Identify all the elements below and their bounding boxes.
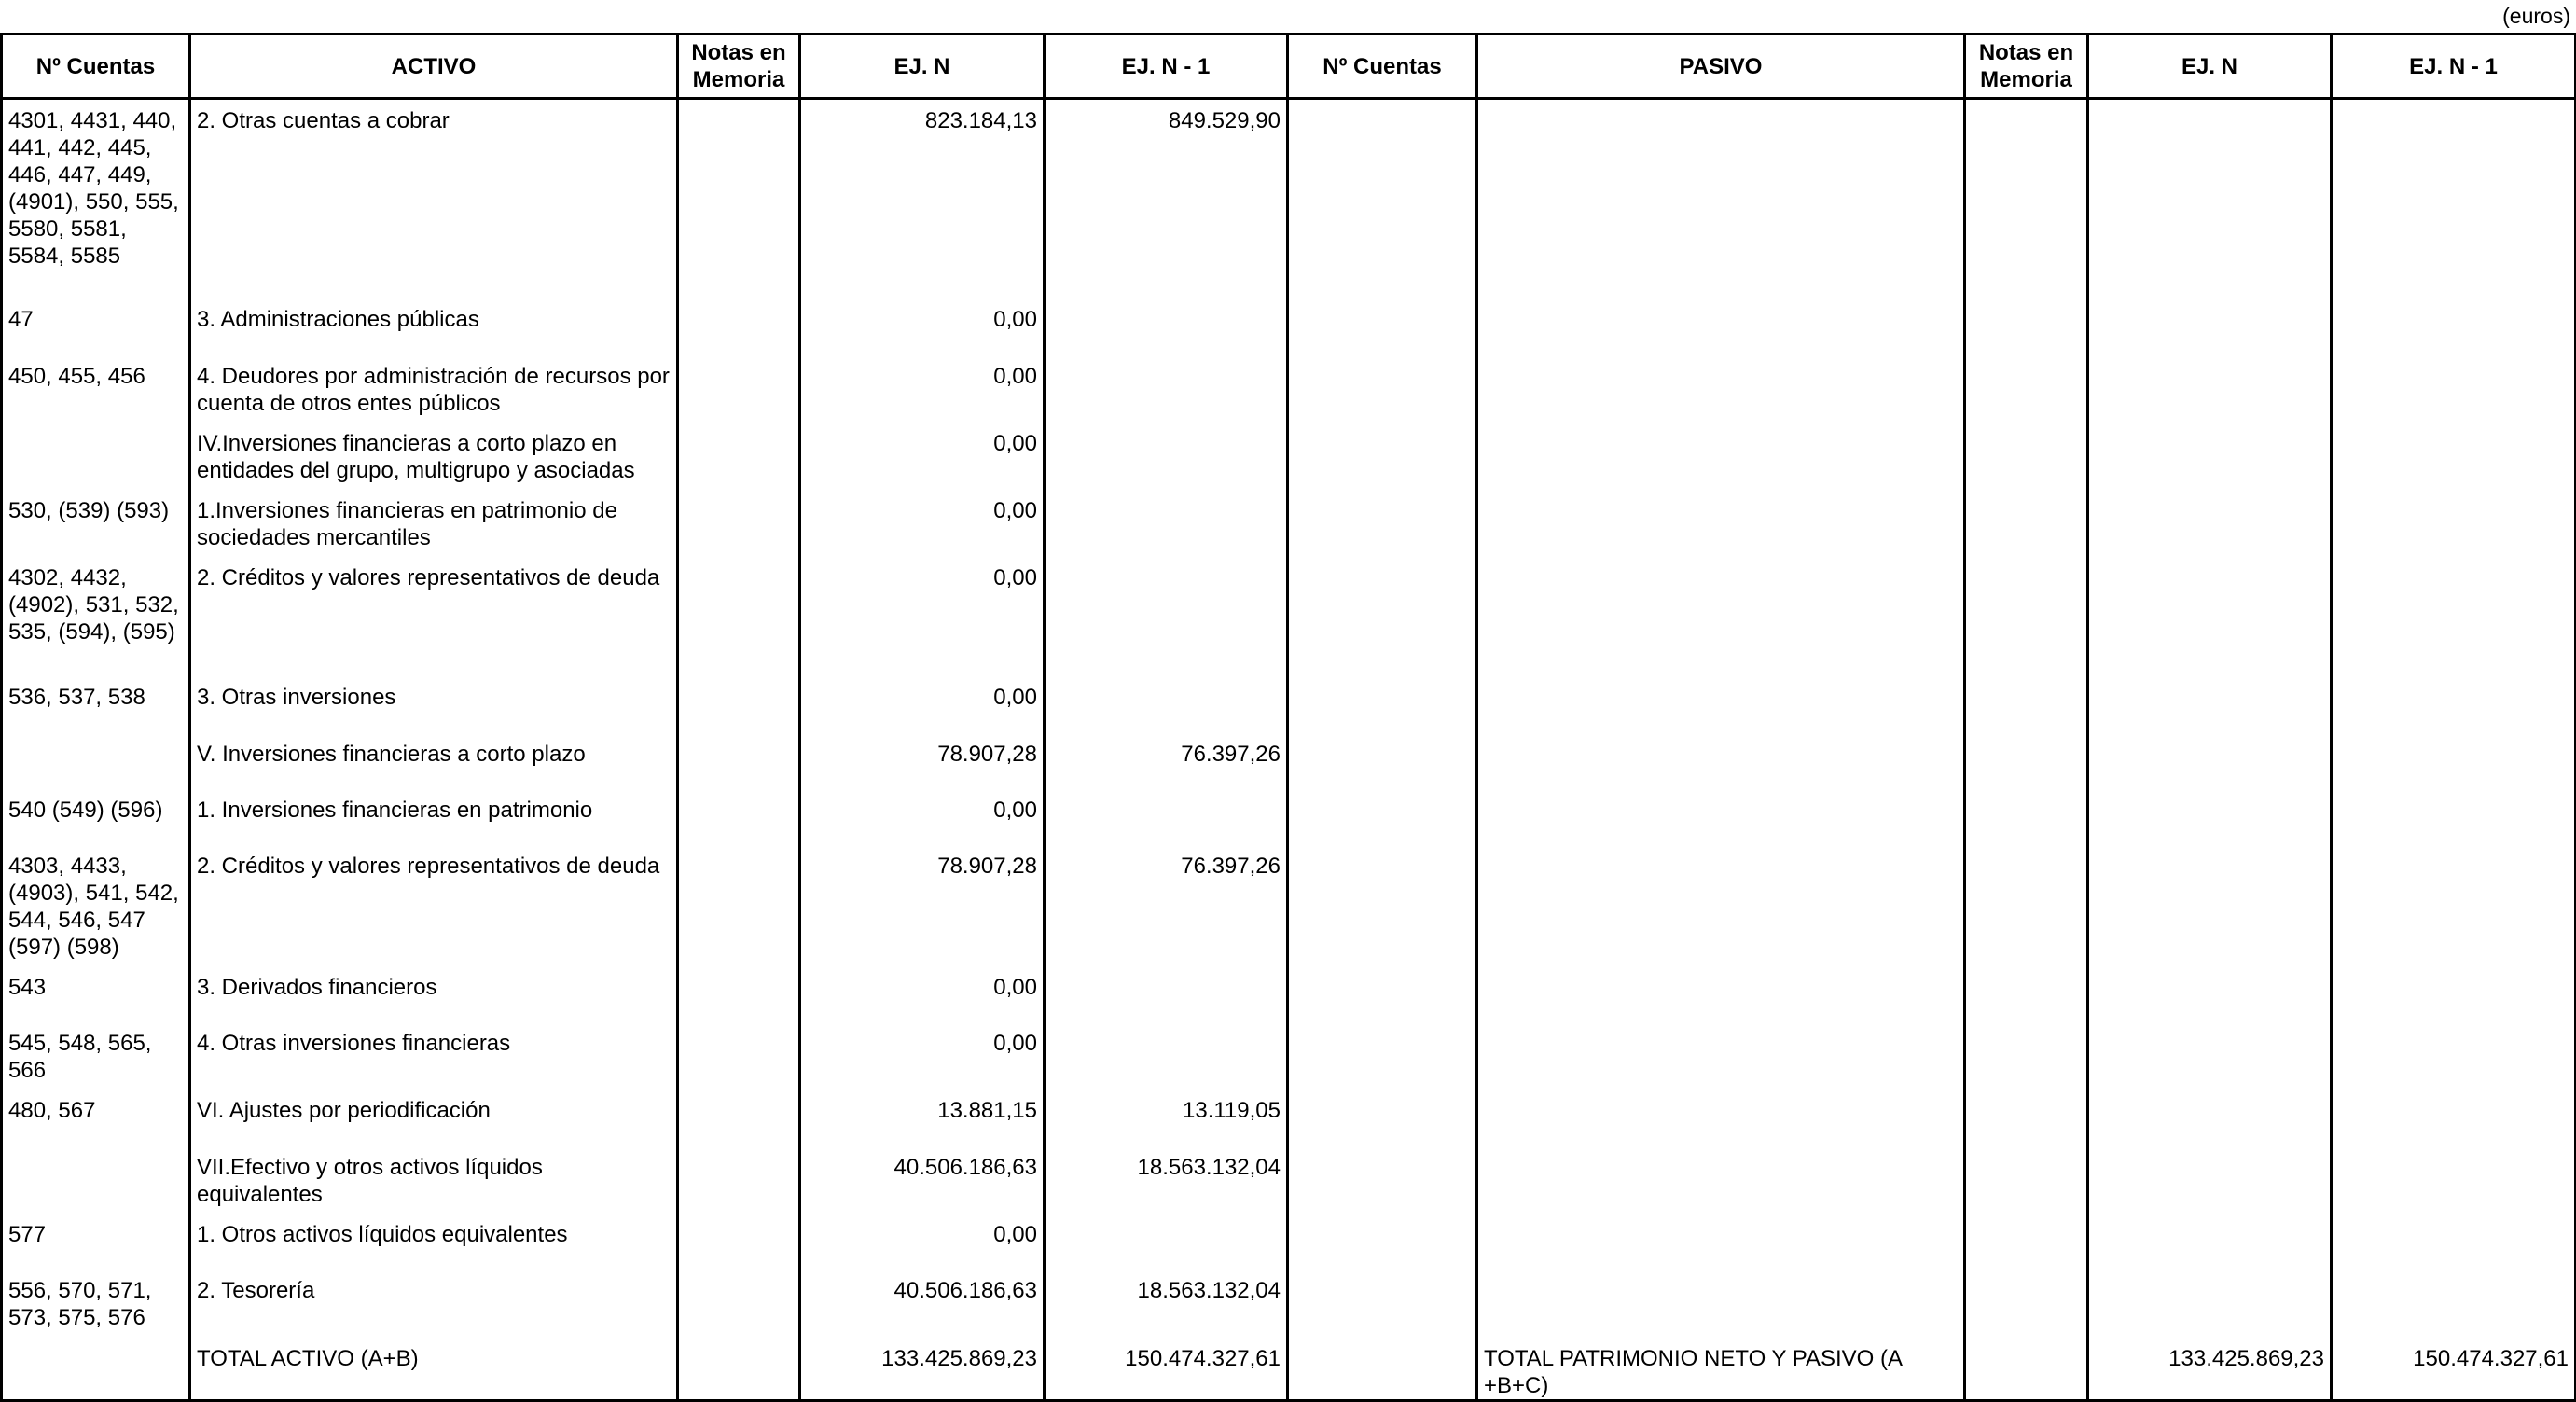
cell-p-ej-n — [2088, 845, 2332, 966]
cell-activo: V. Inversiones financieras a corto plazo — [190, 733, 678, 789]
cell-pasivo: TOTAL PATRIMONIO NETO Y PASIVO (A +B+C) — [1477, 1338, 1965, 1401]
cell-pasivo — [1477, 1270, 1965, 1338]
table-row — [2, 298, 2576, 355]
cell-p-cuentas — [1288, 355, 1477, 423]
cell-p-notas — [1965, 423, 2088, 490]
cell-p-notas — [1965, 1022, 2088, 1090]
cell-ej-n: 0,00 — [800, 490, 1045, 557]
cell-cuentas: 4301, 4431, 440, 441, 442, 445, 446, 447, 449, (4901), 550, 555, 5580, 5581, 5584, 5585 — [2, 99, 190, 298]
cell-p-ej-n1 — [2332, 845, 2576, 966]
header-cuentas: Nº Cuentas — [2, 35, 190, 99]
cell-p-notas — [1965, 557, 2088, 676]
header-ej-n1: EJ. N - 1 — [1045, 35, 1288, 99]
cell-cuentas: 536, 537, 538 — [2, 676, 190, 733]
cell-p-cuentas — [1288, 423, 1477, 490]
cell-p-ej-n — [2088, 1146, 2332, 1214]
cell-ej-n1 — [1045, 490, 1288, 557]
cell-cuentas — [2, 423, 190, 490]
table-row — [2, 1090, 2576, 1146]
cell-ej-n1: 18.563.132,04 — [1045, 1270, 1288, 1338]
cell-notas — [678, 490, 800, 557]
cell-p-ej-n — [2088, 1022, 2332, 1090]
table-row — [2, 733, 2576, 789]
cell-cuentas: 450, 455, 456 — [2, 355, 190, 423]
cell-pasivo — [1477, 676, 1965, 733]
cell-notas — [678, 355, 800, 423]
cell-ej-n1 — [1045, 1022, 1288, 1090]
cell-ej-n: 0,00 — [800, 298, 1045, 355]
cell-activo: 1. Inversiones financieras en patrimonio — [190, 789, 678, 845]
cell-p-cuentas — [1288, 966, 1477, 1022]
cell-notas — [678, 733, 800, 789]
cell-p-notas — [1965, 355, 2088, 423]
cell-p-notas — [1965, 1338, 2088, 1401]
cell-p-cuentas — [1288, 1146, 1477, 1214]
cell-pasivo — [1477, 557, 1965, 676]
cell-activo: 1. Otros activos líquidos equivalentes — [190, 1214, 678, 1270]
cell-p-notas — [1965, 966, 2088, 1022]
cell-notas — [678, 1270, 800, 1338]
table-row — [2, 966, 2576, 1022]
cell-p-ej-n1 — [2332, 298, 2576, 355]
header-p-ej-n: EJ. N — [2088, 35, 2332, 99]
cell-ej-n1: 849.529,90 — [1045, 99, 1288, 298]
cell-cuentas: 540 (549) (596) — [2, 789, 190, 845]
cell-ej-n: 0,00 — [800, 789, 1045, 845]
cell-ej-n1 — [1045, 966, 1288, 1022]
cell-activo: VI. Ajustes por periodificación — [190, 1090, 678, 1146]
header-row — [2, 35, 2576, 99]
cell-cuentas: 480, 567 — [2, 1090, 190, 1146]
header-activo: ACTIVO — [190, 35, 678, 99]
cell-p-ej-n1: 150.474.327,61 — [2332, 1338, 2576, 1401]
cell-cuentas: 577 — [2, 1214, 190, 1270]
table-row — [2, 557, 2576, 676]
cell-p-cuentas — [1288, 845, 1477, 966]
cell-p-ej-n1 — [2332, 789, 2576, 845]
cell-p-cuentas — [1288, 557, 1477, 676]
cell-p-ej-n — [2088, 1214, 2332, 1270]
cell-ej-n: 78.907,28 — [800, 733, 1045, 789]
cell-ej-n: 0,00 — [800, 1214, 1045, 1270]
cell-p-cuentas — [1288, 1022, 1477, 1090]
cell-p-ej-n — [2088, 1270, 2332, 1338]
cell-notas — [678, 1022, 800, 1090]
cell-ej-n: 40.506.186,63 — [800, 1270, 1045, 1338]
cell-p-cuentas — [1288, 1338, 1477, 1401]
cell-ej-n: 0,00 — [800, 966, 1045, 1022]
cell-pasivo — [1477, 1146, 1965, 1214]
cell-cuentas: 543 — [2, 966, 190, 1022]
cell-p-ej-n — [2088, 557, 2332, 676]
cell-pasivo — [1477, 1022, 1965, 1090]
header-notas: Notas en Memoria — [678, 35, 800, 99]
cell-notas — [678, 423, 800, 490]
cell-ej-n1 — [1045, 355, 1288, 423]
cell-notas — [678, 1146, 800, 1214]
table-row — [2, 1214, 2576, 1270]
cell-p-notas — [1965, 676, 2088, 733]
cell-ej-n1 — [1045, 298, 1288, 355]
cell-activo: 4. Otras inversiones financieras — [190, 1022, 678, 1090]
cell-p-cuentas — [1288, 1214, 1477, 1270]
cell-p-ej-n — [2088, 1090, 2332, 1146]
cell-p-cuentas — [1288, 1090, 1477, 1146]
cell-notas — [678, 676, 800, 733]
cell-p-notas — [1965, 733, 2088, 789]
table-row — [2, 355, 2576, 423]
cell-notas — [678, 1338, 800, 1401]
cell-pasivo — [1477, 298, 1965, 355]
cell-pasivo — [1477, 733, 1965, 789]
cell-p-cuentas — [1288, 99, 1477, 298]
cell-cuentas: 545, 548, 565, 566 — [2, 1022, 190, 1090]
cell-activo: 2. Créditos y valores representativos de deuda — [190, 557, 678, 676]
cell-p-ej-n1 — [2332, 355, 2576, 423]
cell-p-ej-n1 — [2332, 1146, 2576, 1214]
cell-pasivo — [1477, 966, 1965, 1022]
units-label: (euros) — [2502, 4, 2570, 28]
cell-p-ej-n1 — [2332, 1214, 2576, 1270]
table-row — [2, 676, 2576, 733]
cell-activo: 3. Administraciones públicas — [190, 298, 678, 355]
cell-ej-n: 0,00 — [800, 1022, 1045, 1090]
cell-pasivo — [1477, 423, 1965, 490]
header-pasivo: PASIVO — [1477, 35, 1965, 99]
table-row — [2, 1338, 2576, 1401]
cell-p-ej-n: 133.425.869,23 — [2088, 1338, 2332, 1401]
cell-ej-n1 — [1045, 1214, 1288, 1270]
cell-pasivo — [1477, 1090, 1965, 1146]
table-row — [2, 1022, 2576, 1090]
cell-p-ej-n — [2088, 966, 2332, 1022]
cell-p-cuentas — [1288, 298, 1477, 355]
table-row — [2, 1270, 2576, 1338]
header-p-ej-n1: EJ. N - 1 — [2332, 35, 2576, 99]
cell-activo: 2. Tesorería — [190, 1270, 678, 1338]
cell-ej-n: 0,00 — [800, 423, 1045, 490]
cell-cuentas: 556, 570, 571, 573, 575, 576 — [2, 1270, 190, 1338]
cell-activo: 3. Derivados financieros — [190, 966, 678, 1022]
cell-p-notas — [1965, 99, 2088, 298]
cell-cuentas: 47 — [2, 298, 190, 355]
cell-p-ej-n1 — [2332, 966, 2576, 1022]
cell-pasivo — [1477, 789, 1965, 845]
cell-p-ej-n — [2088, 355, 2332, 423]
cell-activo: 2. Créditos y valores representativos de deuda — [190, 845, 678, 966]
cell-pasivo — [1477, 99, 1965, 298]
cell-p-ej-n1 — [2332, 490, 2576, 557]
table-row — [2, 845, 2576, 966]
cell-pasivo — [1477, 490, 1965, 557]
cell-cuentas — [2, 733, 190, 789]
cell-pasivo — [1477, 1214, 1965, 1270]
cell-p-ej-n1 — [2332, 676, 2576, 733]
cell-p-notas — [1965, 845, 2088, 966]
cell-notas — [678, 789, 800, 845]
header-ej-n: EJ. N — [800, 35, 1045, 99]
cell-ej-n1 — [1045, 557, 1288, 676]
cell-notas — [678, 1090, 800, 1146]
cell-p-notas — [1965, 1270, 2088, 1338]
cell-p-ej-n — [2088, 490, 2332, 557]
cell-notas — [678, 99, 800, 298]
cell-ej-n1 — [1045, 676, 1288, 733]
cell-cuentas — [2, 1338, 190, 1401]
cell-notas — [678, 557, 800, 676]
cell-notas — [678, 298, 800, 355]
cell-ej-n1: 150.474.327,61 — [1045, 1338, 1288, 1401]
cell-p-notas — [1965, 1090, 2088, 1146]
cell-p-notas — [1965, 1146, 2088, 1214]
cell-activo: 3. Otras inversiones — [190, 676, 678, 733]
cell-ej-n: 133.425.869,23 — [800, 1338, 1045, 1401]
cell-ej-n1: 18.563.132,04 — [1045, 1146, 1288, 1214]
cell-ej-n: 78.907,28 — [800, 845, 1045, 966]
cell-p-ej-n — [2088, 99, 2332, 298]
cell-p-cuentas — [1288, 676, 1477, 733]
cell-p-ej-n — [2088, 298, 2332, 355]
cell-ej-n: 40.506.186,63 — [800, 1146, 1045, 1214]
cell-p-ej-n1 — [2332, 733, 2576, 789]
header-p-cuentas: Nº Cuentas — [1288, 35, 1477, 99]
cell-ej-n1: 76.397,26 — [1045, 733, 1288, 789]
cell-p-ej-n1 — [2332, 1270, 2576, 1338]
cell-p-notas — [1965, 298, 2088, 355]
cell-ej-n1: 13.119,05 — [1045, 1090, 1288, 1146]
cell-ej-n1 — [1045, 789, 1288, 845]
cell-activo: IV.Inversiones financieras a corto plazo en entidades del grupo, multigrupo y asociadas — [190, 423, 678, 490]
cell-activo: VII.Efectivo y otros activos líquidos equivalentes — [190, 1146, 678, 1214]
cell-cuentas — [2, 1146, 190, 1214]
cell-ej-n1 — [1045, 423, 1288, 490]
cell-ej-n: 823.184,13 — [800, 99, 1045, 298]
header-p-notas: Notas en Memoria — [1965, 35, 2088, 99]
cell-p-ej-n1 — [2332, 99, 2576, 298]
cell-p-notas — [1965, 490, 2088, 557]
cell-activo: TOTAL ACTIVO (A+B) — [190, 1338, 678, 1401]
cell-pasivo — [1477, 845, 1965, 966]
table-row — [2, 423, 2576, 490]
cell-ej-n: 13.881,15 — [800, 1090, 1045, 1146]
cell-p-ej-n — [2088, 676, 2332, 733]
cell-cuentas: 4302, 4432, (4902), 531, 532, 535, (594), (595) — [2, 557, 190, 676]
cell-notas — [678, 1214, 800, 1270]
table-row — [2, 1146, 2576, 1214]
table-row — [2, 490, 2576, 557]
cell-p-cuentas — [1288, 1270, 1477, 1338]
cell-ej-n: 0,00 — [800, 676, 1045, 733]
cell-notas — [678, 966, 800, 1022]
cell-activo: 2. Otras cuentas a cobrar — [190, 99, 678, 298]
cell-ej-n: 0,00 — [800, 557, 1045, 676]
cell-p-ej-n — [2088, 789, 2332, 845]
cell-p-ej-n1 — [2332, 1090, 2576, 1146]
cell-activo: 1.Inversiones financieras en patrimonio de sociedades mercantiles — [190, 490, 678, 557]
cell-cuentas: 4303, 4433, (4903), 541, 542, 544, 546, 547 (597) (598) — [2, 845, 190, 966]
cell-p-notas — [1965, 789, 2088, 845]
cell-ej-n: 0,00 — [800, 355, 1045, 423]
cell-p-ej-n — [2088, 423, 2332, 490]
table-row — [2, 789, 2576, 845]
balance-sheet-table — [0, 33, 2576, 1402]
cell-p-cuentas — [1288, 789, 1477, 845]
cell-p-ej-n1 — [2332, 423, 2576, 490]
cell-notas — [678, 845, 800, 966]
cell-pasivo — [1477, 355, 1965, 423]
cell-p-cuentas — [1288, 490, 1477, 557]
cell-p-notas — [1965, 1214, 2088, 1270]
cell-p-cuentas — [1288, 733, 1477, 789]
cell-activo: 4. Deudores por administración de recursos por cuenta de otros entes públicos — [190, 355, 678, 423]
cell-cuentas: 530, (539) (593) — [2, 490, 190, 557]
cell-p-ej-n1 — [2332, 1022, 2576, 1090]
cell-ej-n1: 76.397,26 — [1045, 845, 1288, 966]
cell-p-ej-n1 — [2332, 557, 2576, 676]
table-row — [2, 99, 2576, 298]
cell-p-ej-n — [2088, 733, 2332, 789]
